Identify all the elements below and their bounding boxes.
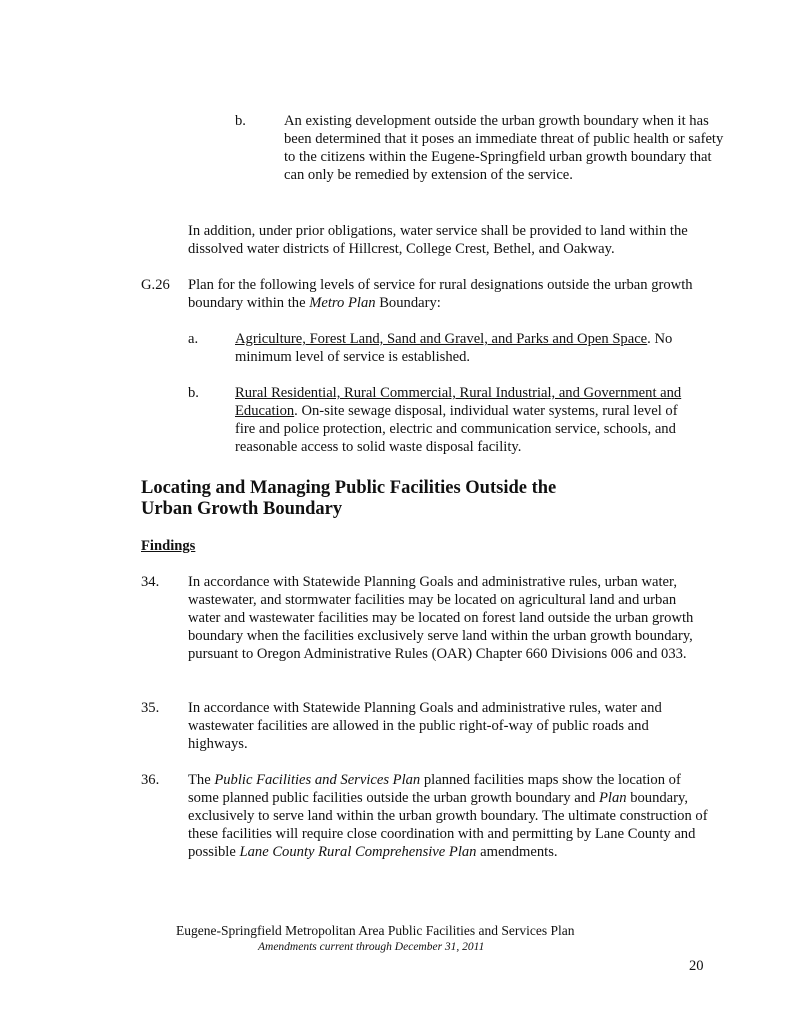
finding-text-part: The xyxy=(188,772,215,788)
underlined-designation: Rural Residential, Rural Commercial, Rural Industrial, and Government and Education xyxy=(235,385,682,419)
plan-italic: Plan xyxy=(598,790,627,806)
policy-text-part: Boundary: xyxy=(375,295,441,311)
list-item-b2-text xyxy=(235,384,697,456)
finding-text-part: planned facilities maps show the location of some planned public facilities outside the urban growth boundary and xyxy=(188,772,681,806)
list-item-b-text: An existing development outside the urban growth boundary when it has been determined that it poses an immediate threat of public health or safety to the citizens within the Eugene-Springfield urban growth boundary that can only be remedied by extension of the service. xyxy=(284,113,724,183)
list-item-a-text xyxy=(235,330,705,366)
finding-number: 35. xyxy=(141,700,160,716)
rural-plan-italic: Lane County Rural Comprehensive Plan xyxy=(239,844,477,860)
policy-g26-text xyxy=(188,276,698,312)
addition-paragraph: In addition, under prior obligations, water service shall be provided to land within the dissolved water districts of Hillcrest, College Crest, Bethel, and Oakway. xyxy=(188,223,688,257)
policy-text-italic: Metro Plan xyxy=(309,295,376,311)
underlined-designation: Agriculture, Forest Land, Sand and Gravel, and Parks and Open Space xyxy=(235,331,648,347)
item-b2-rest: . On-site sewage disposal, individual water systems, rural level of fire and police protection, electric and communication service, schools, and reasonable access to solid waste disposal facility. xyxy=(235,403,678,455)
findings-label: Findings xyxy=(141,538,196,554)
list-marker-a: a. xyxy=(188,331,199,347)
finding-number: 36. xyxy=(141,772,160,788)
finding-36-text xyxy=(188,771,708,861)
finding-text-part: boundary, exclusively to serve land within the urban growth boundary. The ultimate construction of these facilities will require close coordination with and permitting by Lane County and possible xyxy=(188,790,708,860)
policy-text-part: Plan for the following levels of service for rural designations outside the urban growth boundary within the xyxy=(188,277,693,311)
finding-34-text: In accordance with Statewide Planning Goals and administrative rules, urban water, wastewater, and stormwater facilities may be located on agricultural land and urban water and wastewater facilities may be located on forest land outside the urban growth boundary when the facilities exclusively serve land within the urban growth boundary, pursuant to Oregon Administrative Rules (OAR) Chapter 660 Divisions 006 and 033. xyxy=(188,574,694,662)
list-marker-b: b. xyxy=(235,113,246,129)
item-a-rest: . No minimum level of service is established. xyxy=(235,331,673,365)
finding-35-text: In accordance with Statewide Planning Goals and administrative rules, water and wastewater facilities are allowed in the public right-of-way of public roads and highways. xyxy=(188,700,662,752)
page-number: 20 xyxy=(689,958,704,974)
finding-text-part: amendments. xyxy=(476,844,558,860)
section-heading: Locating and Managing Public Facilities Outside the Urban Growth Boundary xyxy=(141,478,557,519)
footer-title: Eugene-Springfield Metropolitan Area Public Facilities and Services Plan xyxy=(176,923,575,938)
plan-title-italic: Public Facilities and Services Plan xyxy=(214,772,421,788)
footer-subtitle: Amendments current through December 31, 2011 xyxy=(258,941,485,953)
policy-number: G.26 xyxy=(141,277,170,293)
list-marker-b: b. xyxy=(188,385,199,401)
finding-number: 34. xyxy=(141,574,160,590)
